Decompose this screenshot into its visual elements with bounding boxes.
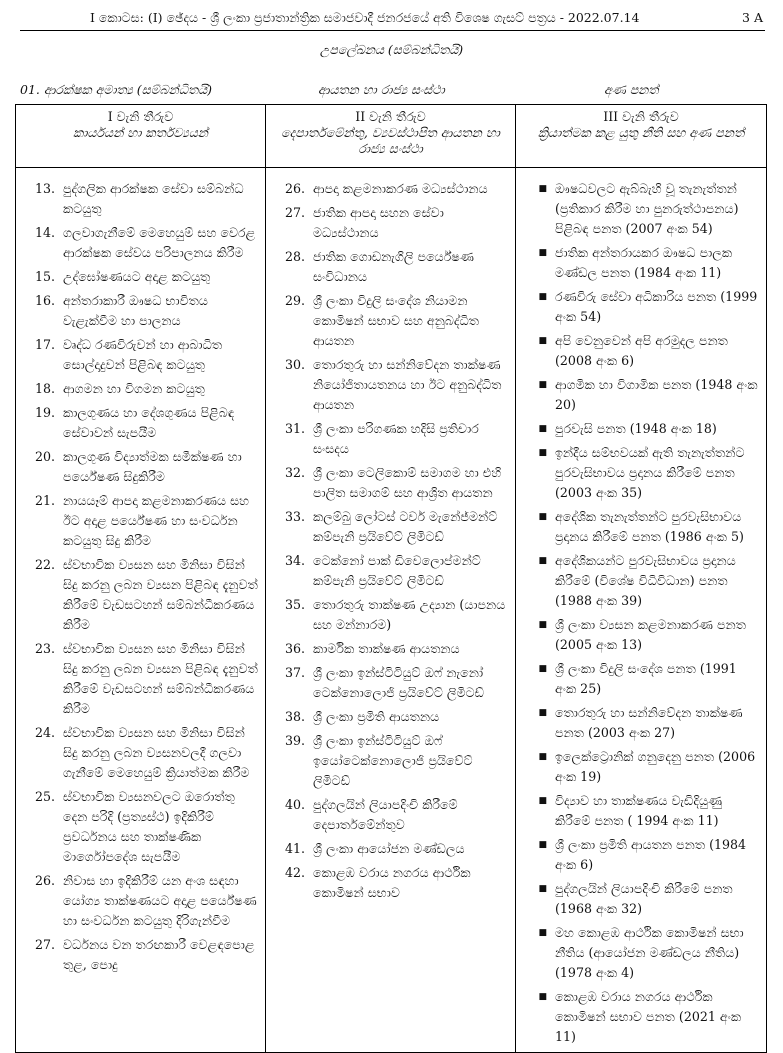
square-bullet-icon: ■: [538, 708, 547, 718]
list-item: [23, 179, 258, 219]
list-item: [23, 223, 258, 263]
item-number: 21.: [34, 493, 55, 508]
item-number: 25.: [34, 789, 55, 804]
item-text: අදේශිකයන්ට පුරවැසිභාවය ප්‍රදානය කිරීමේ (විශේෂ විධිවිධාන) පනත (1988 අංක 39): [555, 553, 736, 608]
square-bullet-icon: ■: [538, 664, 547, 674]
square-bullet-icon: ■: [538, 556, 547, 566]
list-item: [273, 463, 508, 503]
item-number: 42.: [284, 865, 305, 880]
square-bullet-icon: ■: [538, 796, 547, 806]
item-text: ශ්‍රී ලංකා ටෙලිකොම් සමාගම හා එහි පාලිත සමාගම් සහ ආශ්‍රිත ආයතන: [313, 465, 502, 500]
list-item: [273, 731, 508, 791]
list-item: [523, 375, 759, 415]
item-text: වෘද්ධ රණවිරුවන් හා ආබාධිත සොල්දාදුවන් පිළිබඳ කටයුතු: [63, 337, 223, 372]
item-number: 26.: [34, 873, 55, 888]
item-number: 30.: [284, 357, 305, 372]
list-item: [273, 795, 508, 835]
item-text: කොළඹ වරාය නගරය ආර්ථික කොමිෂන් සභාව පනත (2021 අංක 11): [555, 989, 742, 1044]
item-text: නිවාස හා ඉදිකිරීම් යන අංශ සඳහා යෝග්‍ය තාක්ෂණයට අදාළ පර්යේෂණ හා සංවර්ධන කටයුතු දිරිගැන්වීම: [63, 873, 257, 928]
item-text: අදේශික තැනැත්තන්ට පුරවැසිභාවය ප්‍රදානය කිරීමේ පනත (1986 අංක 5): [555, 509, 744, 544]
item-number: 15.: [34, 269, 55, 284]
item-number: 41.: [284, 841, 305, 856]
item-text: රණවිරු සේවා අධිකාරිය පනත (1999 අංක 54): [555, 289, 758, 324]
list-item: [523, 419, 759, 439]
institutions-list: [267, 169, 514, 903]
square-bullet-icon: ■: [538, 380, 547, 390]
item-text: ශ්‍රී ලංකා ප්‍රමිති ආයතන පනත (1984 අංක 6): [555, 837, 747, 872]
list-item: [523, 551, 759, 611]
list-item: [23, 291, 258, 331]
institutions-heading: ආයතන හා රාජ්‍ය සංස්ථා: [318, 82, 445, 97]
item-number: 38.: [284, 709, 305, 724]
column-3-cell: [516, 168, 767, 1053]
square-bullet-icon: ■: [538, 184, 547, 194]
item-text: ශ්‍රී ලංකා ඉන්ස්ටිටියුට් ඔෆ් නැනෝ ටෙක්නොලොජි ප්‍රයිවේට් ලිමිටඩ්: [313, 665, 484, 700]
item-text: ශ්‍රී ලංකා ඉන්ස්ටිටියුට් ඔෆ් ඉයෝටෙක්නොලොජි ප්‍රයිවේට් ලිමිටඩ්: [313, 733, 473, 788]
item-text: මහ කොළඹ ආර්ථික කොමිෂන් සභා නීතිය (ආයෝජන මණ්ඩලය නීතිය) (1978 අංක 4): [555, 925, 744, 980]
item-text: පුරවැසි පනත (1948 අංක 18): [555, 421, 717, 436]
item-text: ආගමන හා විගමන කටයුතු: [63, 381, 205, 396]
list-item: [23, 935, 258, 975]
item-text: කොළඹ වරාය නගරය ආර්ථික කොමිෂන් සභාව: [313, 865, 471, 900]
item-text: ගලවාගැනීමේ මෙහෙයුම් සහ වෙරළ ආරක්ෂක සේවය පරිපාලනය කිරීම: [63, 225, 256, 260]
list-item: [23, 555, 258, 635]
item-number: 19.: [34, 405, 55, 420]
column-2-header: [266, 105, 516, 168]
item-number: 33.: [284, 509, 305, 524]
list-item: [523, 987, 759, 1047]
item-text: ආපදා කළමනාකරණ මධ්‍යස්ථානය: [313, 181, 488, 196]
square-bullet-icon: ■: [538, 840, 547, 850]
item-number: 27.: [284, 205, 305, 220]
list-item: [273, 247, 508, 287]
list-item: [273, 291, 508, 351]
item-text: ටෙක්නෝ පාක් ඩිවෙලොප්මන්ට් කම්පැනි ප්‍රයිවේට් ලිමිටඩ්: [313, 553, 481, 588]
item-text: ස්වභාවික ව්‍යසන සහ මිනිසා විසින් සිදු කරනු ලබන ව්‍යසන පිළිබඳ දැනුවත් කිරීමේ වැඩසටහන් සම්බන්ධීකරණය කිරීම: [63, 557, 258, 632]
list-item: [523, 507, 759, 547]
list-item: [273, 507, 508, 547]
list-item: [273, 203, 508, 243]
item-text: වර්ධනය වන තරඟකාරී වෙළඳපොළ තුළ, පොදු: [63, 937, 255, 972]
list-item: [23, 723, 258, 783]
list-item: [523, 703, 759, 743]
list-item: [273, 551, 508, 591]
page-header: [20, 4, 765, 31]
list-item: [273, 839, 508, 859]
item-text: පුද්ගලයින් ලියාපදිංචි කිරීමේ පනත (1968 අංක 32): [555, 881, 733, 916]
list-item: [523, 331, 759, 371]
item-number: 31.: [284, 421, 305, 436]
item-number: 36.: [284, 641, 305, 656]
item-number: 37.: [284, 665, 305, 680]
list-item: [523, 443, 759, 503]
square-bullet-icon: ■: [538, 292, 547, 302]
item-number: 39.: [284, 733, 305, 748]
item-text: ශ්‍රී ලංකා ආයෝජන මණ්ඩලය: [313, 841, 465, 856]
square-bullet-icon: ■: [538, 336, 547, 346]
item-number: 35.: [284, 597, 305, 612]
item-number: 29.: [284, 293, 305, 308]
column-1-cell: [16, 168, 266, 1053]
list-item: [23, 335, 258, 375]
item-number: 28.: [284, 249, 305, 264]
item-number: 22.: [34, 557, 55, 572]
list-item: [523, 879, 759, 919]
list-item: [523, 243, 759, 283]
laws-list: [517, 169, 765, 1047]
item-text: උද්ඝෝෂණයට අදාළ කටයුතු: [63, 269, 211, 284]
item-text: ජාතික ආපදා සහන සේවා මධ්‍යස්ථානය: [313, 205, 444, 240]
list-item: [523, 615, 759, 655]
item-text: විද්‍යාව හා තාක්ෂණය වැඩිදියුණු කිරීමේ පනත ( 1994 අංක 11): [555, 793, 723, 828]
list-item: [23, 491, 258, 551]
item-number: 18.: [34, 381, 55, 396]
item-number: 13.: [34, 181, 55, 196]
list-item: [23, 379, 258, 399]
item-text: ජාතික ගොඩනැගිලි පර්යේෂණ සංවිධානය: [313, 249, 474, 284]
list-item: [273, 663, 508, 703]
item-number: 32.: [284, 465, 305, 480]
item-text: ස්වභාවික ව්‍යසන සහ මිනිසා විසින් සිදු කරනු ලබන ව්‍යසනවලදී ගලවා ගැනීමේ මෙහෙයුම් ක්‍රියාත්මක කිරීම: [63, 725, 250, 780]
square-bullet-icon: ■: [538, 752, 547, 762]
item-text: කලම්බු ලෝටස් ටවර් මැනේජ්මන්ට් කම්පැනි ප්‍රයිවේට් ලිමිටඩ්: [313, 509, 498, 544]
schedule-title: උපලේඛනය (සම්බන්ධිතයි): [319, 42, 464, 57]
column-1-heading: I වැනි තීරුව: [107, 109, 174, 124]
square-bullet-icon: ■: [538, 248, 547, 258]
square-bullet-icon: ■: [538, 620, 547, 630]
item-text: අපි වෙනුවෙන් අපි අරමුදල පනත (2008 අංක 6): [555, 333, 728, 368]
item-text: තොරතුරු හා සන්නිවේදන තාක්ෂණ නියෝජිතායතනය හා ඊට අනුබද්ධිත ආයතන: [313, 357, 502, 412]
item-text: ශ්‍රී ලංකා විදුලි සංදේශ පනත (1991 අංක 25): [555, 661, 737, 696]
list-item: [523, 747, 759, 787]
functions-list: [17, 169, 264, 975]
item-text: ශ්‍රී ලංකා පරිගණක හදිසි ප්‍රතිචාර සංසදය: [313, 421, 479, 456]
square-bullet-icon: ■: [538, 424, 547, 434]
item-number: 34.: [284, 553, 305, 568]
list-item: [273, 355, 508, 415]
list-item: [523, 791, 759, 831]
item-text: අන්තරාකාරී ඖෂධ භාවිතය වැළැක්වීම හා පාලනය: [63, 293, 208, 328]
item-text: ස්වභාවික ව්‍යසන සහ මිනිසා විසින් සිදු කරනු ලබන ව්‍යසන පිළිබඳ දැනුවත් කිරීමේ වැඩසටහන් සම්බන්ධීකරණය කිරීම: [63, 641, 258, 716]
list-item: [273, 639, 508, 659]
item-number: 40.: [284, 797, 305, 812]
list-item: [523, 179, 759, 239]
item-text: ශ්‍රී ලංකා විදුලි සංදේශ නියාමන කොමිෂන් සභාව සහ අනුබද්ධිත ආයතන: [313, 293, 480, 348]
list-item: [23, 267, 258, 287]
column-2-subheading: දෙපාර්තමේන්තු, ව්‍යවස්ථාපිත ආයතන හා රාජ්‍ය සංස්ථා: [281, 125, 500, 156]
square-bullet-icon: ■: [538, 512, 547, 522]
column-1-header: [16, 105, 266, 168]
item-text: ඉලෙක්ට්‍රොනික් ගනුදෙනු පනත (2006 අංක 19): [555, 749, 756, 784]
laws-heading: අණ පනත්: [604, 82, 659, 97]
schedule-table: [15, 104, 767, 1053]
list-item: [273, 707, 508, 727]
item-text: කාලගුණ විද්‍යාත්මක සමීක්ෂණ හා පර්යේෂණ සිදුකිරීම: [63, 449, 242, 484]
item-number: 16.: [34, 293, 55, 308]
item-text: ජාතික අන්තරායකර ඖෂධ පාලක මණ්ඩල පනත (1984 අංක 11): [555, 245, 733, 280]
item-text: නායයෑම් ආපදා කළමනාකරණය සහ ඊට අදාළ පර්යේෂණ හා සංවර්ධන කටයුතු සිදු කිරීම: [63, 493, 250, 548]
item-text: තොරතුරු හා සන්නිවේදන තාක්ෂණ පනත (2003 අංක 27): [555, 705, 743, 740]
list-item: [273, 863, 508, 903]
item-text: ස්වභාවික ව්‍යසනවලට ඔරොත්තු දෙන පරිදි (ප්‍රත්‍යස්ථ) ඉදිකිරීම් ප්‍රවර්ධනය සහ තාක්ෂණික මාර්ගෝපදේශ සැපයීම: [63, 789, 235, 864]
list-item: [23, 639, 258, 719]
list-item: [23, 403, 258, 443]
column-3-subheading: ක්‍රියාත්මක කළ යුතු නීති සහ අණ පනත්: [537, 125, 745, 140]
list-item: [23, 447, 258, 487]
item-text: කාර්මික තාක්ෂණ ආයතනය: [313, 641, 460, 656]
item-number: 20.: [34, 449, 55, 464]
square-bullet-icon: ■: [538, 884, 547, 894]
list-item: [273, 419, 508, 459]
list-item: [23, 787, 258, 867]
column-1-subheading: කාර්යයන් හා කර්තව්‍යයන්: [72, 125, 209, 140]
item-text: කාලගුණය හා දේශගුණය පිළිබඳ සේවාවන් සැපයීම: [63, 405, 235, 440]
item-number: 23.: [34, 641, 55, 656]
item-text: ඉන්දීය සම්භවයක් ඇති තැනැත්තන්ට පුරවැසිභාවය ප්‍රදානය කිරීමේ පනත (2003 අංක 35): [555, 445, 745, 500]
list-item: [273, 595, 508, 635]
column-3-header: [516, 105, 767, 168]
item-number: 17.: [34, 337, 55, 352]
item-text: පුද්ගලයින් ලියාපදිංචි කිරීමේ දෙපාර්තමේන්තුව: [313, 797, 458, 832]
column-2-heading: II වැනි තීරුව: [355, 109, 426, 124]
square-bullet-icon: ■: [538, 992, 547, 1002]
list-item: [23, 871, 258, 931]
column-3-heading: III වැනි තීරුව: [603, 109, 679, 124]
item-text: ශ්‍රී ලංකා ප්‍රමිති ආයතනය: [313, 709, 440, 724]
page-number: 3 A: [742, 10, 763, 25]
item-text: තොරතුරු තාක්ෂණ උද්‍යාන (යාපනය සහ මන්නාරම): [313, 597, 506, 632]
item-text: ආගමික හා විගාමික පනත (1948 අංක 20): [555, 377, 758, 412]
gazette-title: I කොටස: (I) ඡේදය - ශ්‍රී ලංකා ප්‍රජාතාන්ත්‍රික සමාජවාදී ජනරජයේ අති විශෙෂ ගැසට් පත්‍රය - 2022.07.14: [90, 10, 640, 25]
square-bullet-icon: ■: [538, 928, 547, 938]
column-2-cell: [266, 168, 516, 1053]
item-number: 27.: [34, 937, 55, 952]
list-item: [273, 179, 508, 199]
square-bullet-icon: ■: [538, 448, 547, 458]
list-item: [523, 287, 759, 327]
list-item: [523, 835, 759, 875]
minister-heading: 01. ආරක්ෂක අමාත්‍ය (සම්බන්ධිතයි): [20, 82, 213, 97]
list-item: [523, 923, 759, 983]
item-text: ඖෂධවලට ඇබ්බැහි වූ තැනැත්තන් (ප්‍රතිකාර කිරීම හා පුනරුත්ථාපනය) පිළිබඳ පනත (2007 අංක 54): [555, 181, 739, 236]
item-number: 14.: [34, 225, 55, 240]
item-text: ශ්‍රී ලංකා ව්‍යසන කළමනාකරණ පනත (2005 අංක 13): [555, 617, 747, 652]
item-number: 24.: [34, 725, 55, 740]
list-item: [523, 659, 759, 699]
item-number: 26.: [284, 181, 305, 196]
item-text: පුද්ගලික ආරක්ෂක සේවා සම්බන්ධ කටයුතු: [63, 181, 244, 216]
